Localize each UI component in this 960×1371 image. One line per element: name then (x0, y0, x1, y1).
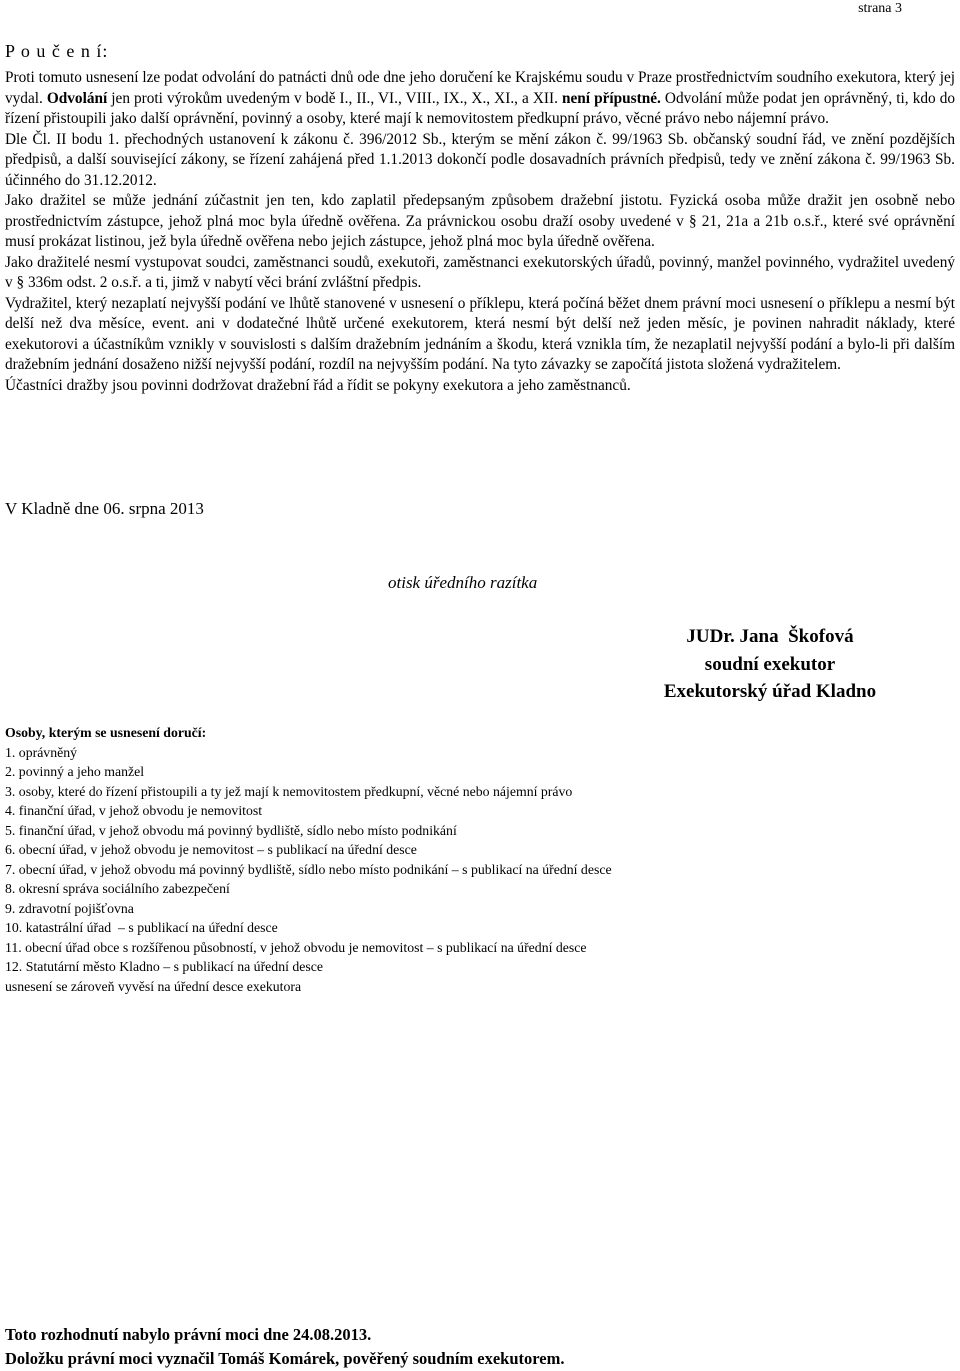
list-item: usnesení se zároveň vyvěsí na úřední desce exekutora (5, 978, 302, 994)
page-number: strana 3 (858, 1, 902, 16)
appeal-points-text: jen proti výrokům uvedeným v bodě I., II., VI., VIII., IX., X., XI., a XII. (107, 89, 562, 107)
legal-effect-footer (5, 1323, 565, 1371)
appeal-keyword: Odvolání (46, 89, 108, 107)
list-item: 7. obecní úřad, v jehož obvodu má povinný bydliště, sídlo nebo místo podnikání – s publikací na úřední desce (5, 861, 612, 877)
list-item: 3. osoby, které do řízení přistoupili a ty jež mají k nemovitostem předkupní, věcné nebo nájemní právo (5, 783, 573, 799)
auction-rules-paragraph: Účastníci dražby jsou povinni dodržovat dražební řád a řídit se pokyny exekutora a jeho zaměstnanců. (5, 376, 631, 394)
notice-heading: P o u č e n í: (5, 41, 109, 61)
legal-effect-clause: Doložku právní moci vyznačil Tomáš Komárek, pověřený soudním exekutorem. (5, 1349, 565, 1368)
appeal-paragraph (5, 68, 955, 130)
list-item: 4. finanční úřad, v jehož obvodu je nemovitost (5, 803, 263, 818)
appeal-text: Proti tomuto usnesení lze podat odvolání do patnácti dnů ode dne jeho doručení ke Krajskému soudu v Praze prostřednictvím soudního exekutora, který jej vydal. (5, 69, 955, 107)
bidder-participation-paragraph: Jako dražitel se může jednání zúčastnit jen ten, kdo zaplatil předepsaným způsobem dražební jistotu. Fyzická osoba může dražit jen osobně nebo prostřednictvím zástupce, jehož plná moc byla úředně ověřena. Za právnickou osobu draží osoby uvedené v § 21, 21a a 21b o.s.ř., které své oprávnění musí prokázat listinou, jež byla úředně ověřena nebo jejich zástupce, jehož plná moc byla úředně ověřena. (5, 192, 955, 250)
signature-block (630, 623, 910, 706)
excluded-bidders-paragraph: Jako dražitelé nesmí vystupovat soudci, zaměstnanci soudů, exekutoři, zaměstnanci exekutorských úřadů, povinný, manžel povinného, vydražitel uvedený v § 336m odst. 2 o.s.ř. a ti, jimž v nabytí věci brání zvláštní předpis. (5, 253, 955, 291)
recipients-list (5, 723, 612, 996)
transitional-provisions-paragraph: Dle Čl. II bodu 1. přechodných ustanovení k zákonu č. 396/2012 Sb., kterým se mění zákon č. 99/1963 Sb. občanský soudní řád, ve znění pozdějších předpisů, a další související zákony, se řízení zahájená před 1.1.2013 dokončí podle dosavadních právních předpisů, tedy ve znění zákona č. 99/1963 Sb. účinného do 31.12.2012. (5, 130, 955, 189)
notice-body (5, 68, 955, 396)
executor-office: Exekutorský úřad Kladno (663, 681, 877, 702)
list-item: 12. Statutární město Kladno – s publikací na úřední desce (5, 959, 324, 974)
recipients-title: Osoby, kterým se usnesení doručí: (5, 725, 207, 740)
place-date: V Kladně dne 06. srpna 2013 (5, 499, 204, 518)
list-item: 1. oprávněný (5, 744, 78, 760)
not-admissible-text: není přípustné. (562, 89, 661, 107)
executor-role: soudní exekutor (704, 653, 836, 675)
executor-name: JUDr. Jana Škofová (686, 626, 854, 647)
list-item: 9. zdravotní pojišťovna (5, 900, 134, 916)
legal-effect-date: Toto rozhodnutí nabylo právní moci dne 24.08.2013. (5, 1325, 372, 1344)
list-item: 10. katastrální úřad – s publikací na úřední desce (5, 920, 278, 935)
list-item: 2. povinný a jeho manžel (5, 764, 145, 779)
list-item: 6. obecní úřad, v jehož obvodu je nemovitost – s publikací na úřední desce (5, 842, 417, 857)
official-stamp-placeholder: otisk úředního razítka (388, 573, 538, 592)
list-item: 8. okresní správa sociálního zabezpečení (5, 881, 230, 896)
list-item: 5. finanční úřad, v jehož obvodu má povinný bydliště, sídlo nebo místo podnikání (5, 822, 457, 838)
list-item: 11. obecní úřad obce s rozšířenou působností, v jehož obvodu je nemovitost – s publikací na úřední desce (5, 939, 587, 955)
non-payment-paragraph: Vydražitel, který nezaplatí nejvyšší podání ve lhůtě stanovené v usnesení o příklepu, která počíná běžet dnem právní moci usnesení o příklepu a nesmí být delší než dva měsíce, event. ani v dodatečné lhůtě určené exekutorem, která nesmí být delší než jeden měsíc, je povinen nahradit náklady, které exekutorovi a účastníkům vznikly v souvislosti s dalším dražebním jednáním a škodu, která vznikla tím, že nezaplatil nejvyšší podání a bylo-li při dalším dražebním jednání dosaženo nižší nejvyšší podání, rozdíl na nejvyšším podání. Na tyto závazky se započítá jistota složená vydražitelem. (5, 294, 955, 373)
appeal-who-text: Odvolání může podat jen oprávněný, ti, kdo do řízení přistoupili jako další oprávnění, povinný a osoby, které mají k nemovitostem předkupní právo, věcné právo nebo nájemní právo. (5, 89, 955, 127)
